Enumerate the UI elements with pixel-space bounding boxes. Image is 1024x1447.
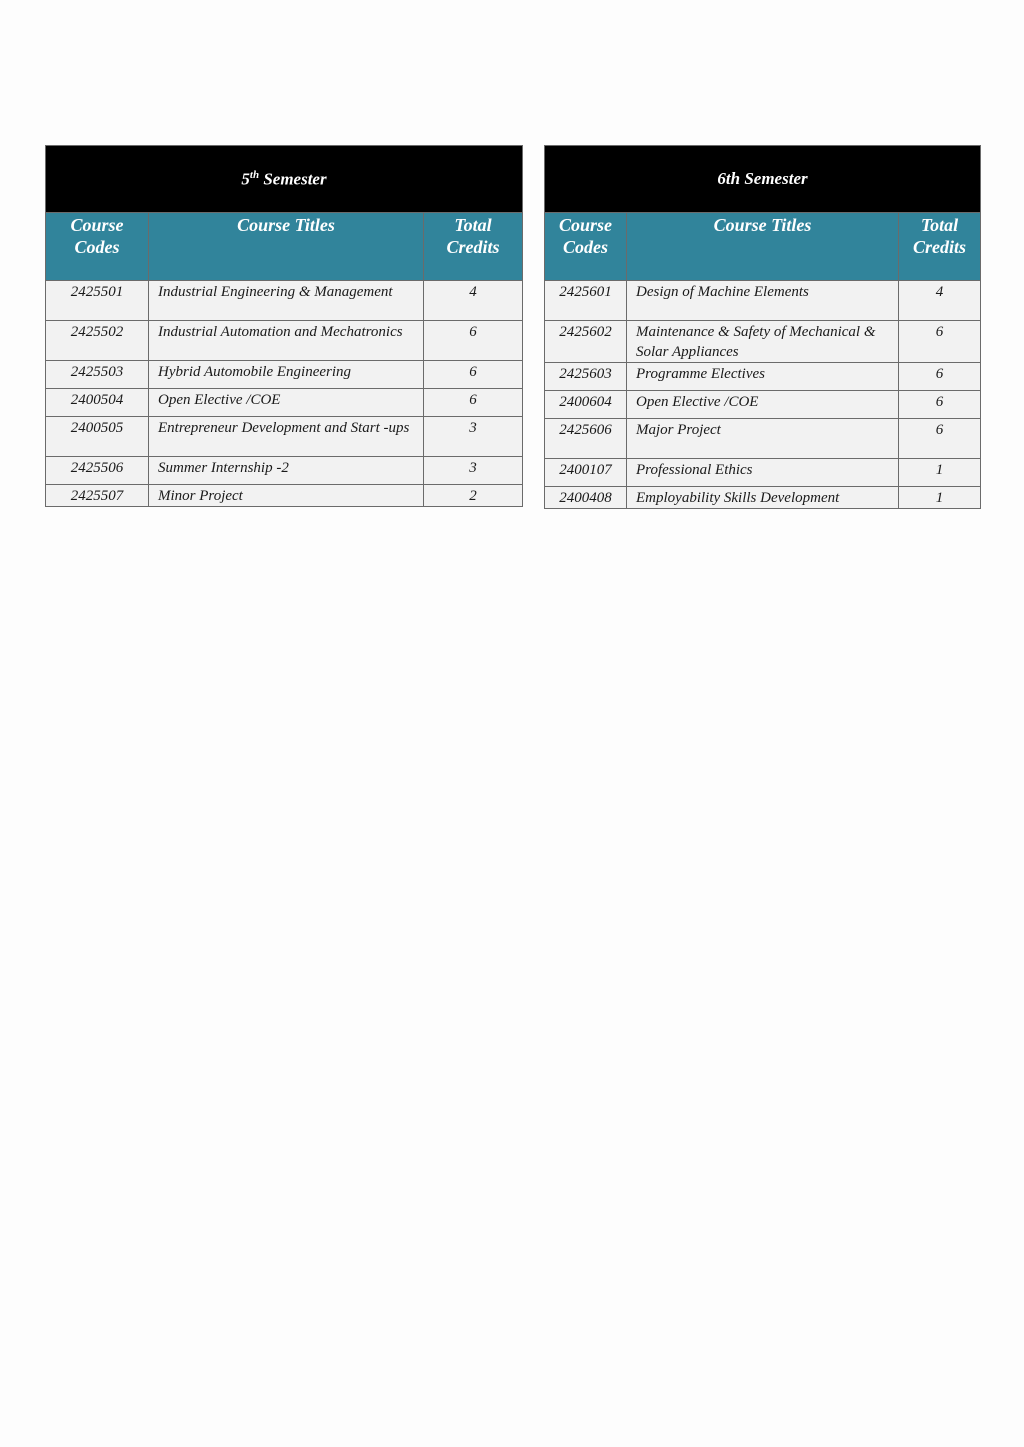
course-title: Professional Ethics [627, 459, 899, 487]
course-code: 2425503 [46, 361, 149, 389]
table-title-row [545, 146, 981, 213]
course-code: 2425502 [46, 321, 149, 361]
header-course-codes: Course Codes [545, 213, 627, 281]
course-credits: 1 [899, 487, 981, 509]
header-course-codes: Course Codes [46, 213, 149, 281]
table-row [46, 389, 523, 417]
course-code: 2400107 [545, 459, 627, 487]
table-row [545, 321, 981, 363]
semester-title: 5th Semester [46, 146, 523, 213]
course-title: Hybrid Automobile Engineering [149, 361, 424, 389]
table-title-row [46, 146, 523, 213]
course-title: Open Elective /COE [627, 391, 899, 419]
course-credits: 1 [899, 459, 981, 487]
table-row [545, 419, 981, 459]
course-credits: 4 [424, 281, 523, 321]
course-title: Design of Machine Elements [627, 281, 899, 321]
header-total-credits: Total Credits [899, 213, 981, 281]
sixth-semester-table [544, 145, 981, 509]
course-credits: 6 [899, 391, 981, 419]
course-title: Programme Electives [627, 363, 899, 391]
course-code: 2425601 [545, 281, 627, 321]
course-code: 2400505 [46, 417, 149, 457]
header-course-titles: Course Titles [149, 213, 424, 281]
header-total-credits: Total Credits [424, 213, 523, 281]
course-code: 2400408 [545, 487, 627, 509]
course-code: 2425506 [46, 457, 149, 485]
course-title: Maintenance & Safety of Mechanical & Solar Appliances [627, 321, 899, 363]
table-row [545, 363, 981, 391]
course-credits: 6 [899, 419, 981, 459]
table-row [545, 487, 981, 509]
table-row [46, 417, 523, 457]
course-code: 2425507 [46, 485, 149, 507]
course-code: 2425606 [545, 419, 627, 459]
table-row [545, 459, 981, 487]
table-row [46, 361, 523, 389]
course-credits: 2 [424, 485, 523, 507]
course-code: 2425602 [545, 321, 627, 363]
course-credits: 6 [899, 321, 981, 363]
course-title: Open Elective /COE [149, 389, 424, 417]
header-course-titles: Course Titles [627, 213, 899, 281]
course-credits: 6 [424, 321, 523, 361]
column-header-row [46, 213, 523, 281]
course-code: 2425501 [46, 281, 149, 321]
table-row [46, 321, 523, 361]
table-row [46, 485, 523, 507]
course-code: 2400604 [545, 391, 627, 419]
course-credits: 3 [424, 417, 523, 457]
course-title: Industrial Engineering & Management [149, 281, 424, 321]
course-title: Minor Project [149, 485, 424, 507]
course-credits: 4 [899, 281, 981, 321]
course-title: Employability Skills Development [627, 487, 899, 509]
course-title: Major Project [627, 419, 899, 459]
table-row [46, 281, 523, 321]
course-credits: 6 [899, 363, 981, 391]
column-header-row [545, 213, 981, 281]
table-row [46, 457, 523, 485]
course-credits: 6 [424, 361, 523, 389]
semester-title: 6th Semester [545, 146, 981, 213]
course-credits: 3 [424, 457, 523, 485]
course-title: Industrial Automation and Mechatronics [149, 321, 424, 361]
table-row [545, 281, 981, 321]
course-code: 2425603 [545, 363, 627, 391]
course-code: 2400504 [46, 389, 149, 417]
fifth-semester-table [45, 145, 523, 507]
table-row [545, 391, 981, 419]
course-credits: 6 [424, 389, 523, 417]
course-title: Summer Internship -2 [149, 457, 424, 485]
course-title: Entrepreneur Development and Start -ups [149, 417, 424, 457]
